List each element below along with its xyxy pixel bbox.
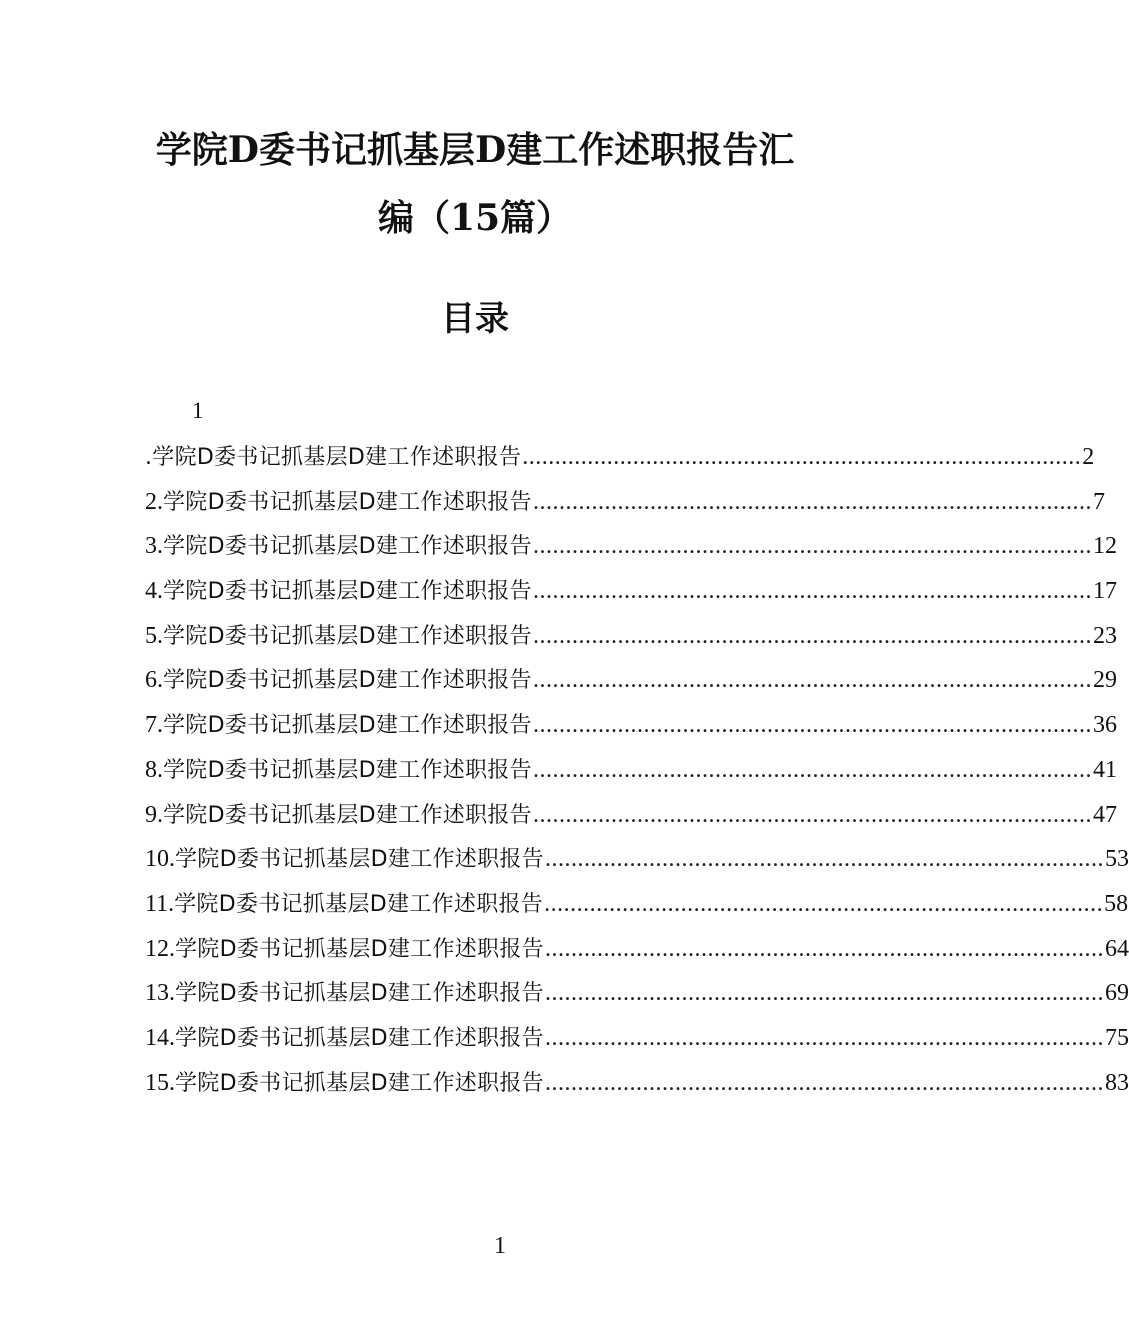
toc-entry-page: 83 [1104,1069,1129,1096]
toc-entry-number: 6. [145,667,163,694]
toc-entry-number: 4. [145,578,163,605]
toc-first-entry-number: 1 [192,398,204,423]
toc-entry-number: 7. [145,712,163,739]
toc-dot-leader: ...................................................................................... [532,622,1092,649]
toc-entry-page: 53 [1104,846,1129,873]
toc-entry-text: .学院D委书记抓基层D建工作述职报告 [145,445,522,470]
toc-dot-leader: ...................................................................................... [522,444,1082,470]
toc-entry-page: 58 [1104,890,1129,917]
toc-dot-leader: ...................................................................................... [544,846,1104,873]
toc-entry-page: 2 [1082,444,1095,470]
toc-entry-title [145,529,532,564]
toc-entry-4[interactable] [145,574,1117,619]
toc-entry-number: 3. [145,533,163,560]
toc-dot-leader: ...................................................................................... [544,935,1104,962]
toc-entry-11[interactable] [145,887,1129,932]
toc-entry-page: 7 [1092,488,1105,515]
document-title-line-2: 编（15篇） [377,197,573,239]
toc-entry-title [145,1021,544,1056]
toc-entry-title [145,932,544,967]
toc-entry-title [145,485,532,520]
toc-entry-number: 15. [145,1069,175,1096]
toc-entry-page: 36 [1092,712,1117,739]
toc-entry-number: 11. [145,890,175,917]
toc-entry-15[interactable] [145,1066,1129,1111]
toc-dot-leader: ...................................................................................... [544,1024,1104,1051]
toc-entry-title [145,1066,544,1101]
toc-entry-text: 学院D委书记抓基层D建工作述职报告 [175,936,544,962]
toc-entry-title [145,619,532,654]
toc-entry-page: 17 [1092,578,1117,605]
toc-entry-text: 学院D委书记抓基层D建工作述职报告 [163,668,532,694]
toc-entry-14[interactable] [145,1021,1129,1066]
toc-entry-page: 47 [1092,801,1117,828]
page-number: 1 [494,1233,506,1259]
toc-dot-leader: ...................................................................................... [544,890,1104,917]
toc-dot-leader: ...................................................................................... [532,756,1092,783]
toc-entry-text: 学院D委书记抓基层D建工作述职报告 [174,891,544,917]
toc-entry-number: 5. [145,622,163,649]
toc-entry-7[interactable] [145,708,1117,753]
toc-dot-leader: ...................................................................................... [532,488,1092,515]
toc-entry-page: 23 [1092,622,1117,649]
toc-entry-title [145,887,543,922]
toc-dot-leader: ...................................................................................... [532,578,1092,605]
toc-entry-number: 2. [145,488,163,515]
toc-entry-13[interactable] [145,976,1129,1021]
toc-entry-page: 69 [1104,980,1129,1007]
toc-entry-5[interactable] [145,619,1117,664]
toc-entry-page: 41 [1092,756,1117,783]
toc-entry-page: 64 [1104,935,1129,962]
toc-entry-number: 9. [145,801,163,828]
toc-entry-3[interactable] [145,529,1117,574]
toc-entry-10[interactable] [145,842,1129,887]
toc-dot-leader: ...................................................................................... [532,712,1092,739]
toc-dot-leader: ...................................................................................... [544,1069,1104,1096]
toc-entry-text: 学院D委书记抓基层D建工作述职报告 [163,579,532,605]
toc-entry-text: 学院D委书记抓基层D建工作述职报告 [163,623,532,649]
toc-entry-title [145,708,532,743]
toc-entry-page: 29 [1092,667,1117,694]
toc-entry-number: 12. [145,935,175,962]
toc-dot-leader: ...................................................................................... [532,801,1092,828]
document-title-line-1: 学院D委书记抓基层D建工作述职报告汇 [155,129,795,171]
toc-entry-title [145,663,532,698]
toc-entry-number: 8. [145,756,163,783]
toc-entry-text: 学院D委书记抓基层D建工作述职报告 [175,981,544,1007]
toc-entry-number: 14. [145,1024,175,1051]
toc-entry-1[interactable] [145,440,1095,485]
toc-entry-title [145,842,544,877]
toc-entry-text: 学院D委书记抓基层D建工作述职报告 [163,534,532,560]
toc-entry-text: 学院D委书记抓基层D建工作述职报告 [163,757,532,783]
toc-entry-title [145,798,532,833]
toc-entry-text: 学院D委书记抓基层D建工作述职报告 [175,847,544,873]
toc-entry-2[interactable] [145,485,1105,530]
toc-entry-text: 学院D委书记抓基层D建工作述职报告 [175,1070,544,1096]
toc-entry-text: 学院D委书记抓基层D建工作述职报告 [175,1025,544,1051]
toc-entry-number: 10. [145,846,175,873]
toc-entry-title [145,440,521,475]
toc-entry-6[interactable] [145,663,1117,708]
table-of-contents [145,440,1129,1110]
toc-entry-title [145,976,544,1011]
toc-dot-leader: ...................................................................................... [544,980,1104,1007]
toc-entry-text: 学院D委书记抓基层D建工作述职报告 [163,489,532,515]
toc-entry-9[interactable] [145,798,1117,843]
toc-dot-leader: ...................................................................................... [532,667,1092,694]
toc-entry-12[interactable] [145,932,1129,977]
toc-entry-title [145,753,532,788]
toc-entry-number: 13. [145,980,175,1007]
toc-dot-leader: ...................................................................................... [532,533,1092,560]
toc-entry-page: 75 [1104,1024,1129,1051]
toc-entry-text: 学院D委书记抓基层D建工作述职报告 [163,713,532,739]
toc-heading: 目录 [441,299,509,339]
toc-entry-page: 12 [1092,533,1117,560]
toc-entry-title [145,574,532,609]
toc-entry-text: 学院D委书记抓基层D建工作述职报告 [163,802,532,828]
toc-entry-8[interactable] [145,753,1117,798]
